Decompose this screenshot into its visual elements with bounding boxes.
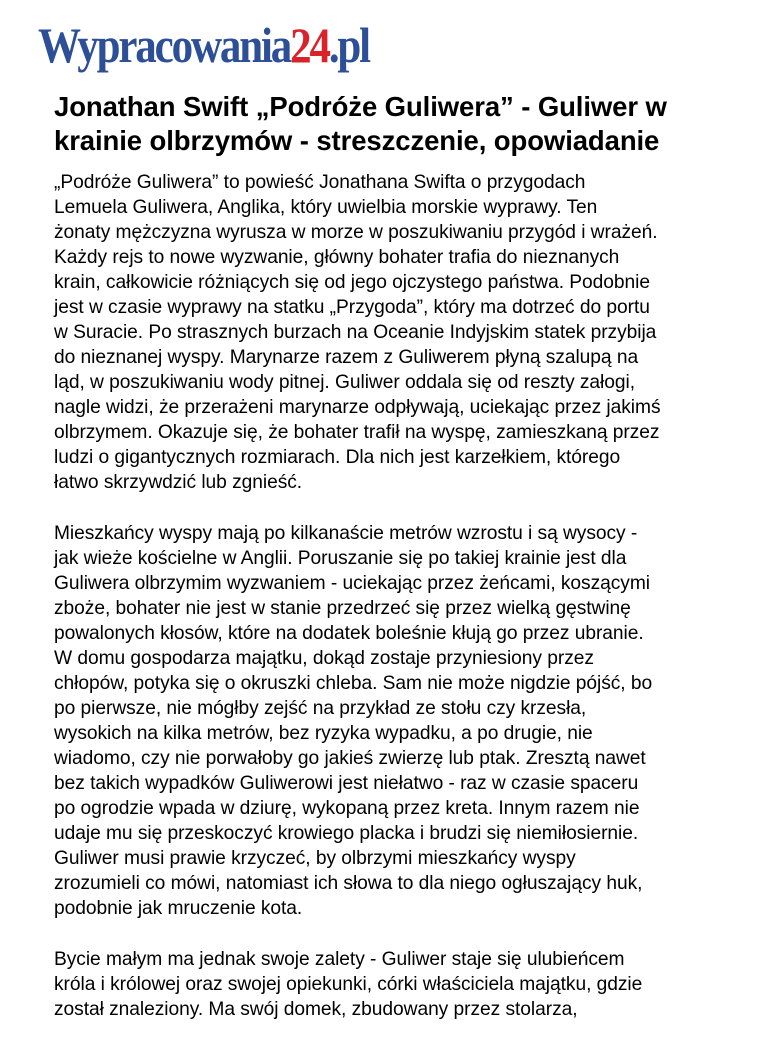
text-line: ląd, w poszukiwaniu wody pitnej. Guliwer oddala się od reszty załogi,: [54, 372, 636, 393]
text-line: powalonych kłosów, które na dodatek boleśnie kłują go przez ubranie.: [54, 623, 644, 644]
text-line: udaje mu się przeskoczyć krowiego placka i brudzi się niemiłosiernie.: [54, 823, 639, 844]
text-line: jak wieże kościelne w Anglii. Poruszanie się po takiej krainie jest dla: [54, 548, 627, 569]
text-line: wiadomo, czy nie porwałoby go jakieś zwierzę lub ptak. Zresztą nawet: [54, 748, 646, 769]
text-line: jest w czasie wyprawy na statku „Przygoda”, który ma dotrzeć do portu: [54, 297, 650, 318]
text-line: Bycie małym ma jednak swoje zalety - Guliwer staje się ulubieńcem: [54, 949, 625, 970]
text-line: Mieszkańcy wyspy mają po kilkanaście metrów wzrostu i są wysocy -: [54, 523, 638, 544]
text-line: bez takich wypadków Guliwerowi jest niełatwo - raz w czasie spaceru: [54, 773, 639, 794]
text-line: został znaleziony. Ma swój domek, zbudowany przez stolarza,: [54, 999, 578, 1020]
text-line: Każdy rejs to nowe wyzwanie, główny bohater trafia do nieznanych: [54, 247, 620, 268]
article-body: [54, 170, 742, 1048]
text-line: „Podróże Guliwera” to powieść Jonathana Swifta o przygodach: [54, 172, 586, 193]
paragraph-2: [54, 521, 742, 921]
site-logo[interactable]: [38, 14, 369, 76]
text-line: nagle widzi, że przerażeni marynarze odpływają, uciekając przez jakimś: [54, 397, 661, 418]
text-line: W domu gospodarza majątku, dokąd zostaje przyniesiony przez: [54, 648, 594, 669]
text-line: króla i królowej oraz swojej opiekunki, córki właściciela majątku, gdzie: [54, 974, 643, 995]
logo-text-main: Wypracowania: [38, 17, 291, 73]
text-line: po ogrodzie wpada w dziurę, wykopaną przez kreta. Innym razem nie: [54, 798, 640, 819]
text-line: chłopów, potyka się o okruszki chleba. Sam nie może nigdzie pójść, bo: [54, 673, 653, 694]
title-line: krainie olbrzymów - streszczenie, opowiadanie: [54, 125, 660, 156]
text-line: wysokich na kilka metrów, bez ryzyka wypadku, a po drugie, nie: [54, 723, 593, 744]
text-line: Guliwera olbrzymim wyzwaniem - uciekając przez żeńcami, koszącymi: [54, 573, 650, 594]
paragraph-1: [54, 170, 742, 495]
text-line: ludzi o gigantycznych rozmiarach. Dla nich jest karzełkiem, którego: [54, 447, 621, 468]
logo-text-tld: .pl: [328, 17, 369, 73]
page-title: [54, 90, 734, 158]
text-line: do nieznanej wyspy. Marynarze razem z Guliwerem płyną szalupą na: [54, 347, 639, 368]
text-line: podobnie jak mruczenie kota.: [54, 898, 303, 919]
text-line: zboże, bohater nie jest w stanie przedrzeć się przez wielką gęstwinę: [54, 598, 631, 619]
text-line: zrozumieli co mówi, natomiast ich słowa to dla niego ogłuszający huk,: [54, 873, 643, 894]
logo-text-number: 24: [290, 17, 329, 73]
text-line: po pierwsze, nie mógłby zejść na przykład ze stołu czy krzesła,: [54, 698, 587, 719]
text-line: Lemuela Guliwera, Anglika, który uwielbia morskie wyprawy. Ten: [54, 197, 598, 218]
text-line: w Suracie. Po strasznych burzach na Oceanie Indyjskim statek przybija: [54, 322, 657, 343]
title-line: Jonathan Swift „Podróże Guliwera” - Guliwer w: [54, 91, 667, 122]
text-line: olbrzymem. Okazuje się, że bohater trafił na wyspę, zamieszkaną przez: [54, 422, 660, 443]
text-line: krain, całkowicie różniących się od jego ojczystego państwa. Podobnie: [54, 272, 650, 293]
text-line: żonaty mężczyzna wyrusza w morze w poszukiwaniu przygód i wrażeń.: [54, 222, 658, 243]
paragraph-3: [54, 947, 742, 1022]
text-line: łatwo skrzywdzić lub zgnieść.: [54, 472, 303, 493]
text-line: Guliwer musi prawie krzyczeć, by olbrzymi mieszkańcy wyspy: [54, 848, 576, 869]
